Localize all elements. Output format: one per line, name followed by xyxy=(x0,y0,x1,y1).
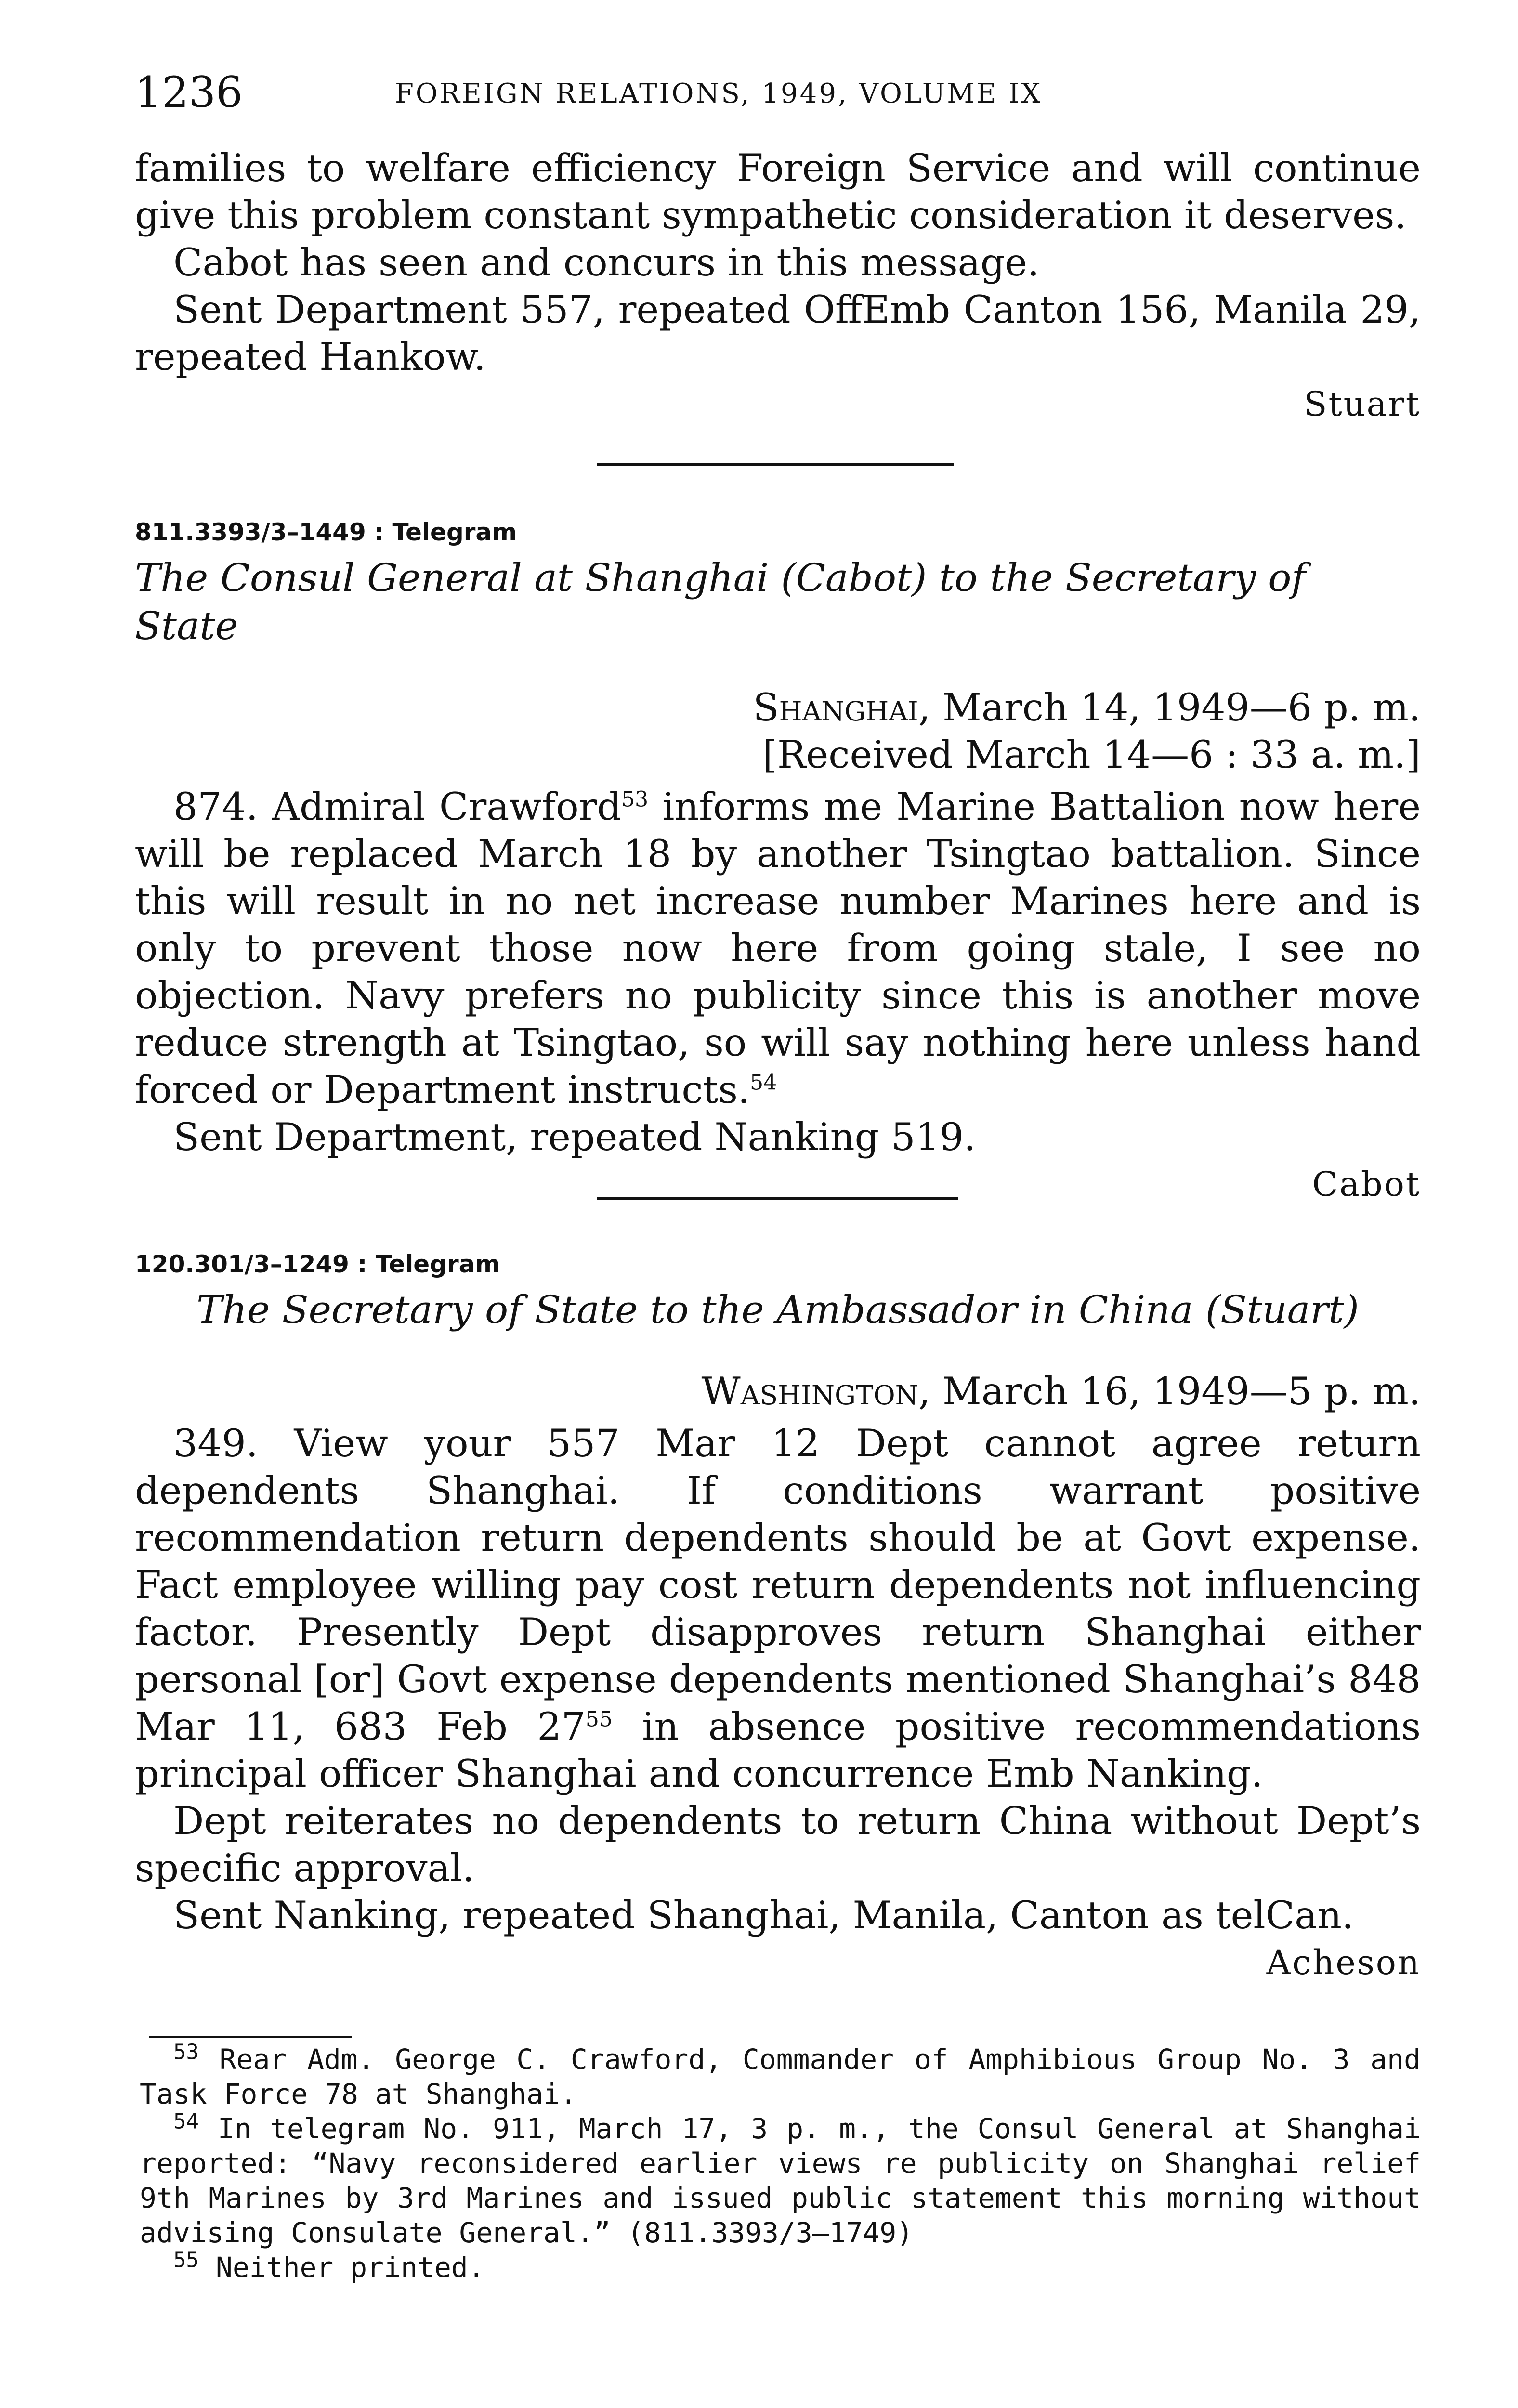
sent-line: Sent Nanking, repeated Shanghai, Manila, Canton as telCan. xyxy=(173,1893,1354,1937)
footnote-divider xyxy=(149,2036,352,2038)
file-id: 120.301/3–1249 : Telegram xyxy=(135,1250,500,1278)
footnote-ref-55[interactable]: 55 xyxy=(585,1707,613,1732)
received-line: [Received March 14—6 : 33 a. m.] xyxy=(762,733,1421,777)
dateline-place: Washington, xyxy=(701,1369,930,1413)
dateline-date: March 14, 1949—6 p. m. xyxy=(942,685,1421,730)
footnote-55 xyxy=(140,2250,1421,2285)
telegram-body xyxy=(135,783,1421,1113)
dateline-place: Shanghai, xyxy=(753,685,930,730)
footnote-number: 54 xyxy=(173,2109,199,2134)
body-part: informs me Marine Battalion now here will be replaced March 18 by another Tsingtao battalion. Since this will result in no net increase number Marines here and is only to prevent those now here from going stale, I see no objection. Navy prefers no publicity since this is another move reduce strength at Tsingtao, so will say nothing here unless hand forced or Department instructs. xyxy=(135,785,1421,1112)
section-divider xyxy=(597,463,954,466)
footnote-number: 53 xyxy=(173,2040,199,2065)
signature-acheson: Acheson xyxy=(1266,1943,1421,1982)
dateline xyxy=(135,684,1421,731)
footnote-number: 55 xyxy=(173,2248,199,2273)
footnote-ref-53[interactable]: 53 xyxy=(621,787,649,812)
footnote-ref-54[interactable]: 54 xyxy=(750,1070,777,1095)
footnote-text: Rear Adm. George C. Crawford, Commander of Amphibious Group No. 3 and Task Force 78 at Shanghai. xyxy=(140,2043,1421,2110)
dateline-date: March 16, 1949—5 p. m. xyxy=(942,1369,1421,1413)
section-divider xyxy=(597,1197,958,1200)
concurrence-paragraph: Cabot has seen and concurs in this message. xyxy=(173,240,1040,285)
page-number: 1236 xyxy=(135,67,243,117)
footnotes xyxy=(140,2042,1421,2285)
footnote-53 xyxy=(140,2042,1421,2111)
document-title: The Secretary of State to the Ambassador in China (Stuart) xyxy=(196,1287,1359,1332)
document-title: The Consul General at Shanghai (Cabot) to the Secretary of State xyxy=(135,555,1306,648)
body-part: 874. Admiral Crawford xyxy=(173,785,622,829)
reiteration-paragraph: Dept reiterates no dependents to return China without Dept’s specific approval. xyxy=(135,1799,1421,1890)
continuation-paragraph: families to welfare efficiency Foreign Service and will continue give this problem constant sympathetic consideration it deserves. xyxy=(135,146,1421,237)
footnote-54 xyxy=(140,2111,1421,2250)
dateline xyxy=(135,1368,1421,1415)
body-part: in absence positive recommendations principal officer Shanghai and concurrence Emb Nanking. xyxy=(135,1704,1421,1796)
sent-line: Sent Department 557, repeated OffEmb Canton 156, Manila 29, repeated Hankow. xyxy=(135,288,1421,379)
sent-line: Sent Department, repeated Nanking 519. xyxy=(173,1115,976,1159)
body-part: 349. View your 557 Mar 12 Dept cannot agree return dependents Shanghai. If conditions warrant positive recommendation return dependents should be at Govt expense. Fact employee willing pay cost return dependents not influencing factor. Presently Dept disapproves return Shanghai either personal [or] Govt expense dependents mentioned Shanghai’s 848 Mar 11, 683 Feb 27 xyxy=(135,1421,1421,1749)
running-head: FOREIGN RELATIONS, 1949, VOLUME IX xyxy=(395,78,1043,109)
page-header xyxy=(135,67,1416,125)
file-id: 811.3393/3–1449 : Telegram xyxy=(135,518,517,546)
footnote-text: In telegram No. 911, March 17, 3 p. m., the Consul General at Shanghai reported: “Navy reconsidered earlier views re publicity on Shanghai relief 9th Marines by 3rd Marines and issued public statement this morning without advising Consulate General.” (811.3393/3–1749) xyxy=(140,2112,1421,2249)
footnote-text: Neither printed. xyxy=(215,2251,485,2284)
signature-stuart: Stuart xyxy=(1304,384,1421,424)
signature-cabot: Cabot xyxy=(1312,1165,1421,1204)
telegram-349 xyxy=(135,1247,1421,1986)
section-continuation xyxy=(135,144,1421,428)
telegram-body xyxy=(135,1420,1421,1797)
telegram-874 xyxy=(135,515,1421,1208)
